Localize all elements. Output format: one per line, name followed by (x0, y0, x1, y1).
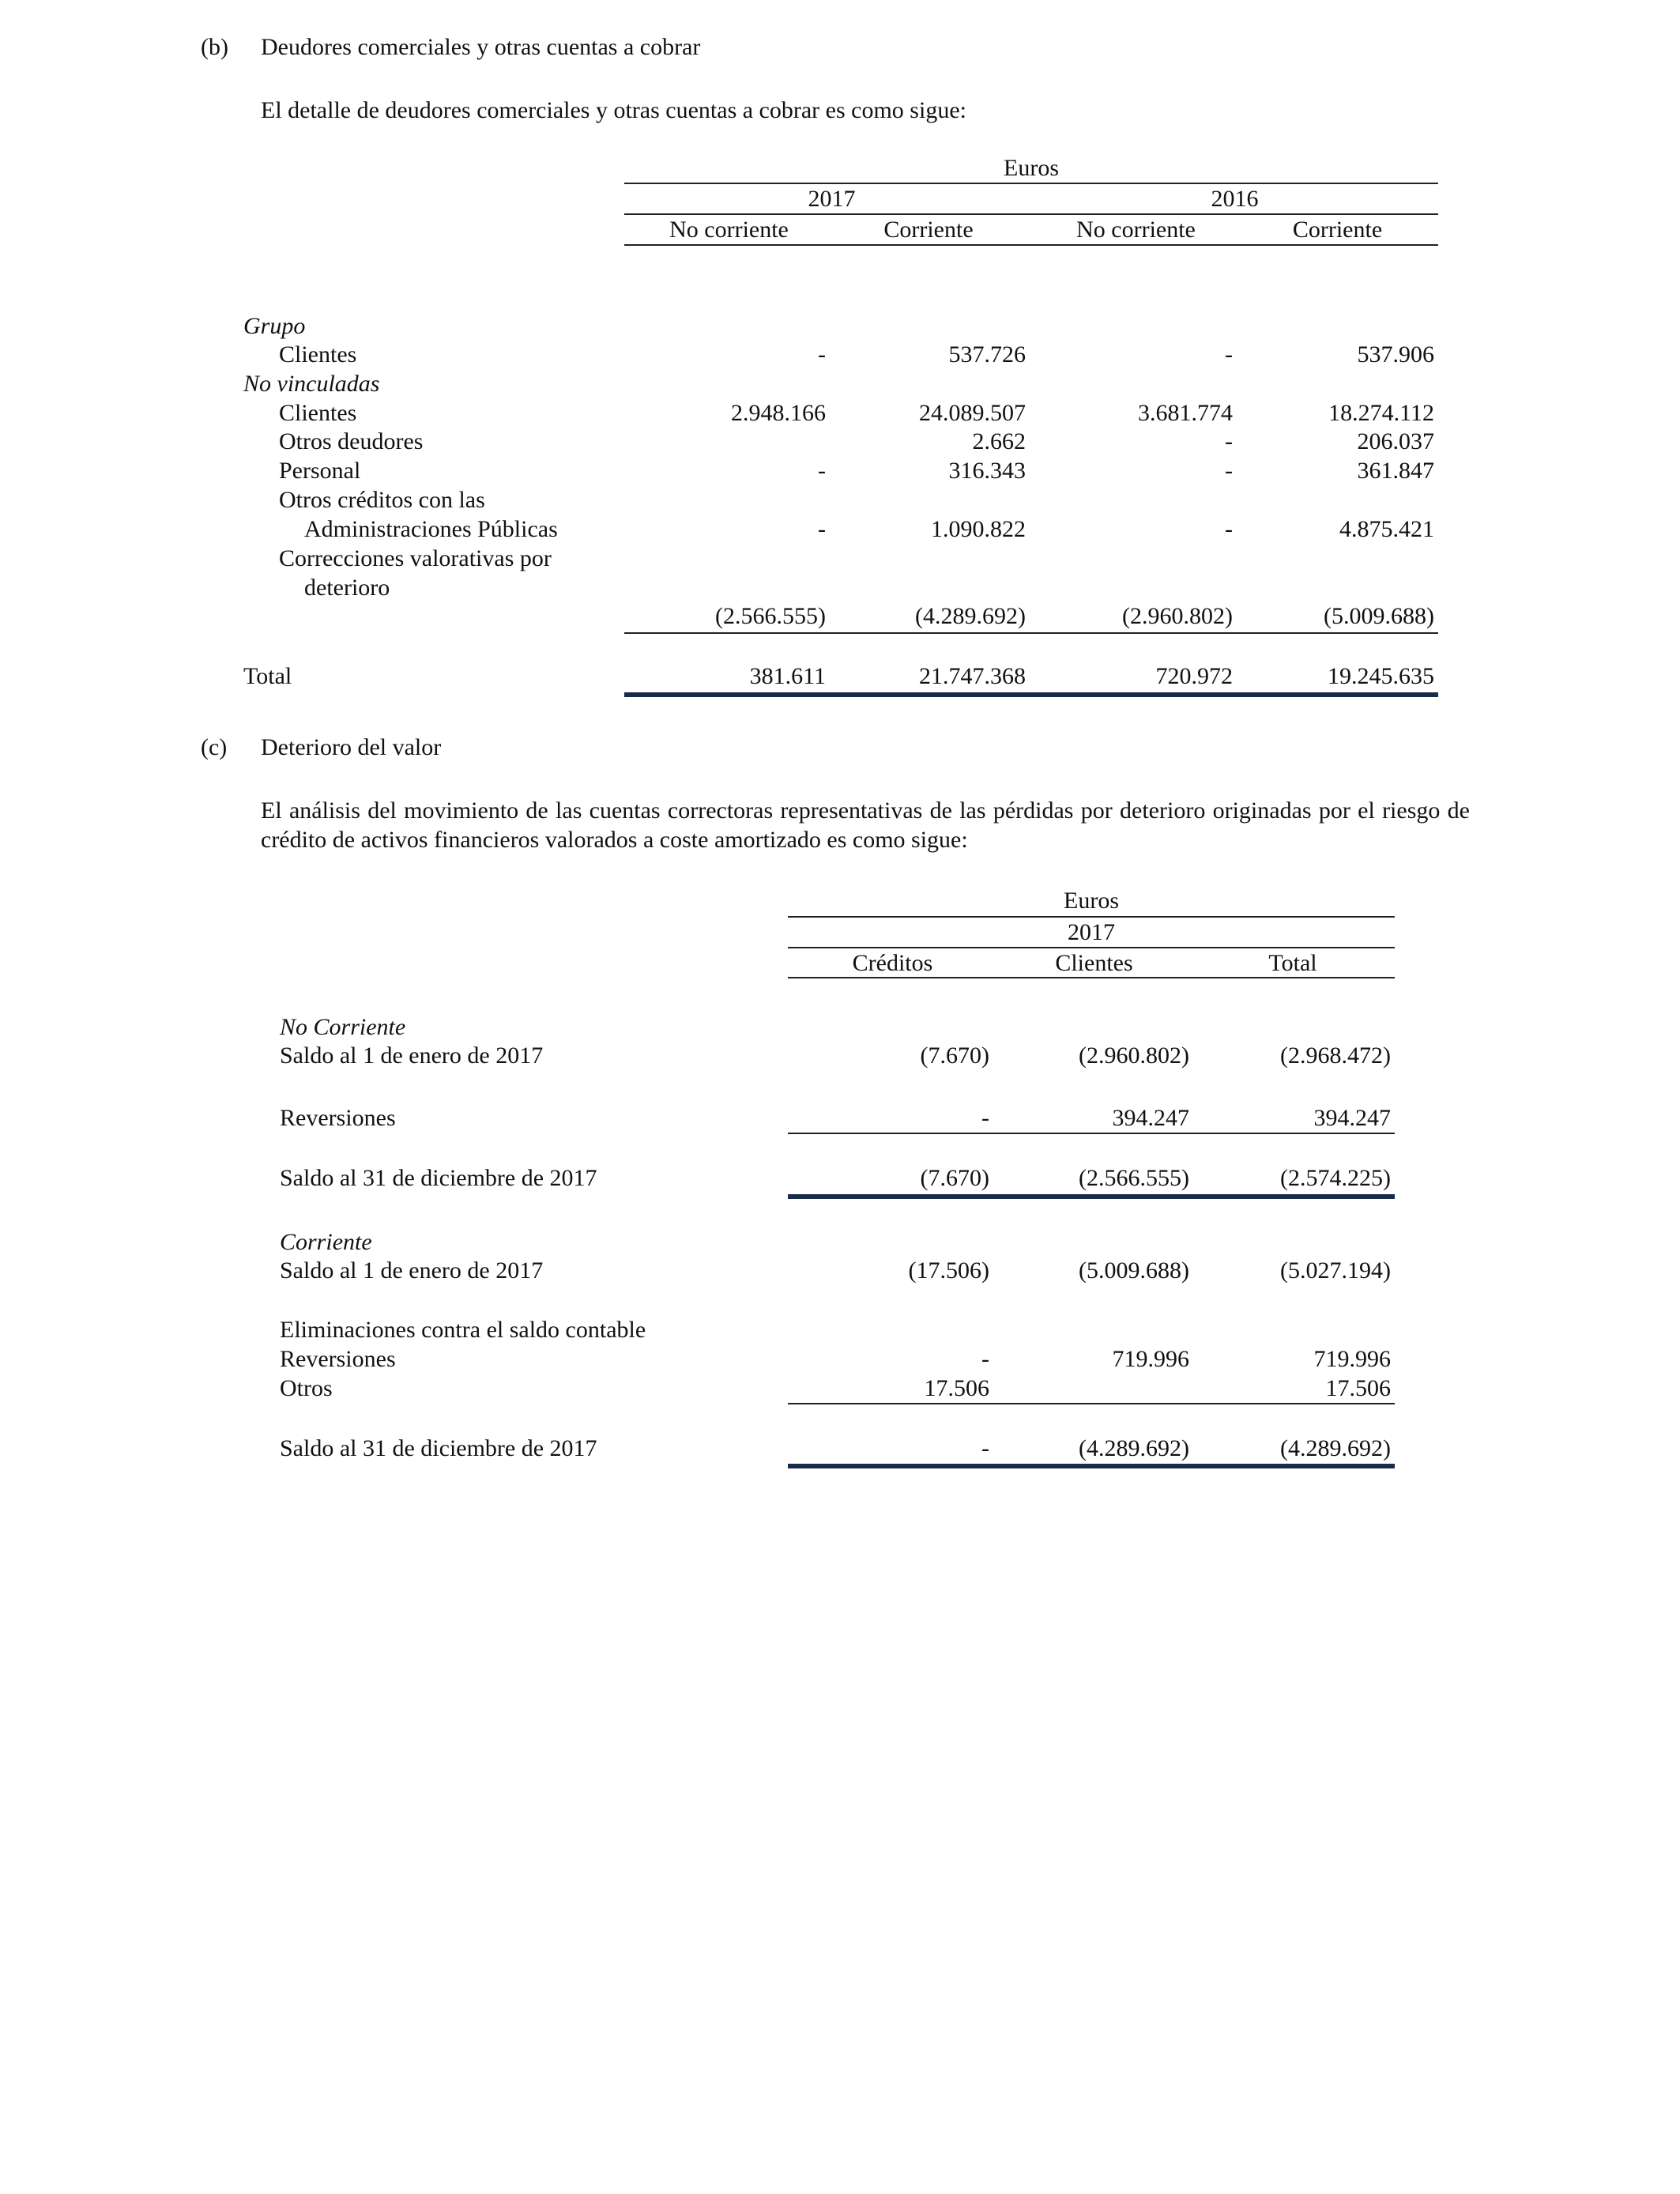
cell: - (818, 458, 826, 484)
section-c-heading: Deterioro del valor (261, 734, 442, 760)
cell: (2.968.472) (1280, 1042, 1391, 1069)
row-label: Clientes (279, 400, 357, 426)
currency-header: Euros (1004, 155, 1059, 181)
cell: 17.506 (924, 1375, 989, 1401)
col-header: No corriente (669, 217, 789, 243)
cell: - (1225, 428, 1233, 454)
cell: 719.996 (1313, 1346, 1391, 1372)
cell: 537.906 (1357, 341, 1434, 368)
double-rule (788, 1194, 1395, 1199)
cell: 2.948.166 (731, 400, 826, 426)
cell: - (1225, 516, 1233, 542)
currency-header: Euros (1064, 888, 1119, 914)
row-label: Correcciones valorativas por (279, 545, 552, 571)
row-label: Personal (279, 458, 361, 484)
row-label-cont: deterioro (304, 575, 390, 601)
cell: (7.670) (920, 1042, 989, 1069)
row-label: Saldo al 1 de enero de 2017 (280, 1257, 544, 1284)
double-rule (624, 692, 1438, 697)
year-header-2016: 2016 (1211, 186, 1259, 212)
cell: 316.343 (948, 458, 1026, 484)
cell: (2.566.555) (1079, 1165, 1189, 1191)
cell: - (1225, 341, 1233, 368)
cell: - (818, 341, 826, 368)
cell: (17.506) (908, 1257, 989, 1284)
cell: (4.289.692) (1280, 1435, 1391, 1461)
group-label: Grupo (243, 313, 306, 339)
rule (788, 916, 1395, 918)
row-label: Saldo al 31 de diciembre de 2017 (280, 1165, 597, 1191)
row-label: Saldo al 31 de diciembre de 2017 (280, 1435, 597, 1461)
cell: - (981, 1346, 989, 1372)
rule (624, 213, 1438, 215)
section-c-letter: (c) (201, 734, 228, 760)
cell: 394.247 (1112, 1105, 1189, 1131)
group-label: No vinculadas (243, 371, 380, 397)
row-label: Otros deudores (279, 428, 424, 454)
cell: (5.009.688) (1079, 1257, 1189, 1284)
rule (624, 244, 1438, 246)
total-cell: 720.972 (1155, 663, 1233, 689)
section-b-heading: Deudores comerciales y otras cuentas a cobrar (261, 34, 701, 60)
cell: (2.960.802) (1122, 603, 1233, 629)
cell: 206.037 (1357, 428, 1434, 454)
total-cell: 21.747.368 (919, 663, 1026, 689)
col-header: Créditos (852, 950, 933, 976)
subsection-title: No Corriente (280, 1014, 406, 1040)
rule (788, 1133, 1395, 1134)
cell: (5.009.688) (1324, 603, 1434, 629)
cell: (5.027.194) (1280, 1257, 1391, 1284)
total-cell: 381.611 (749, 663, 826, 689)
year-header-2017: 2017 (808, 186, 856, 212)
row-label: Otros créditos con las (279, 487, 485, 513)
row-label: Reversiones (280, 1346, 396, 1372)
section-b-intro: El detalle de deudores comerciales y otras cuentas a cobrar es como sigue: (261, 97, 966, 123)
cell: 17.506 (1325, 1375, 1391, 1401)
cell: (4.289.692) (1079, 1435, 1189, 1461)
cell: (2.566.555) (715, 603, 826, 629)
cell: 3.681.774 (1138, 400, 1233, 426)
section-b-letter: (b) (201, 34, 228, 60)
row-label: Eliminaciones contra el saldo contable (280, 1317, 646, 1343)
cell: 2.662 (972, 428, 1026, 454)
col-header: Corriente (1292, 217, 1383, 243)
total-cell: 19.245.635 (1328, 663, 1434, 689)
col-header: Total (1268, 950, 1317, 976)
cell: 394.247 (1313, 1105, 1391, 1131)
rule (624, 183, 1438, 184)
cell: - (981, 1435, 989, 1461)
rule (788, 1403, 1395, 1404)
cell: 4.875.421 (1339, 516, 1434, 542)
cell: 719.996 (1112, 1346, 1189, 1372)
total-label: Total (243, 663, 292, 689)
double-rule (788, 1464, 1395, 1468)
cell: 24.089.507 (919, 400, 1026, 426)
row-label-cont: Administraciones Públicas (304, 516, 558, 542)
cell: 1.090.822 (931, 516, 1026, 542)
cell: (2.960.802) (1079, 1042, 1189, 1069)
rule (788, 977, 1395, 978)
cell: (4.289.692) (915, 603, 1026, 629)
rule (624, 632, 1438, 634)
year-header: 2017 (1068, 919, 1115, 945)
col-header: Corriente (883, 217, 974, 243)
cell: 18.274.112 (1328, 400, 1434, 426)
subsection-title: Corriente (280, 1229, 372, 1255)
row-label: Otros (280, 1375, 333, 1401)
cell: 361.847 (1357, 458, 1434, 484)
cell: (2.574.225) (1280, 1165, 1391, 1191)
cell: (7.670) (920, 1165, 989, 1191)
cell: - (1225, 458, 1233, 484)
col-header: Clientes (1055, 950, 1133, 976)
col-header: No corriente (1076, 217, 1196, 243)
row-label: Clientes (279, 341, 357, 368)
row-label: Saldo al 1 de enero de 2017 (280, 1042, 544, 1069)
section-c-intro: El análisis del movimiento de las cuentas correctoras representativas de las pérdidas por deterioro originadas por el riesgo de crédito de activos financieros valorados a coste amortizado es como sigue: (261, 797, 1470, 853)
rule (788, 947, 1395, 948)
cell: 537.726 (948, 341, 1026, 368)
cell: - (818, 516, 826, 542)
row-label: Reversiones (280, 1105, 396, 1131)
cell: - (981, 1105, 989, 1131)
